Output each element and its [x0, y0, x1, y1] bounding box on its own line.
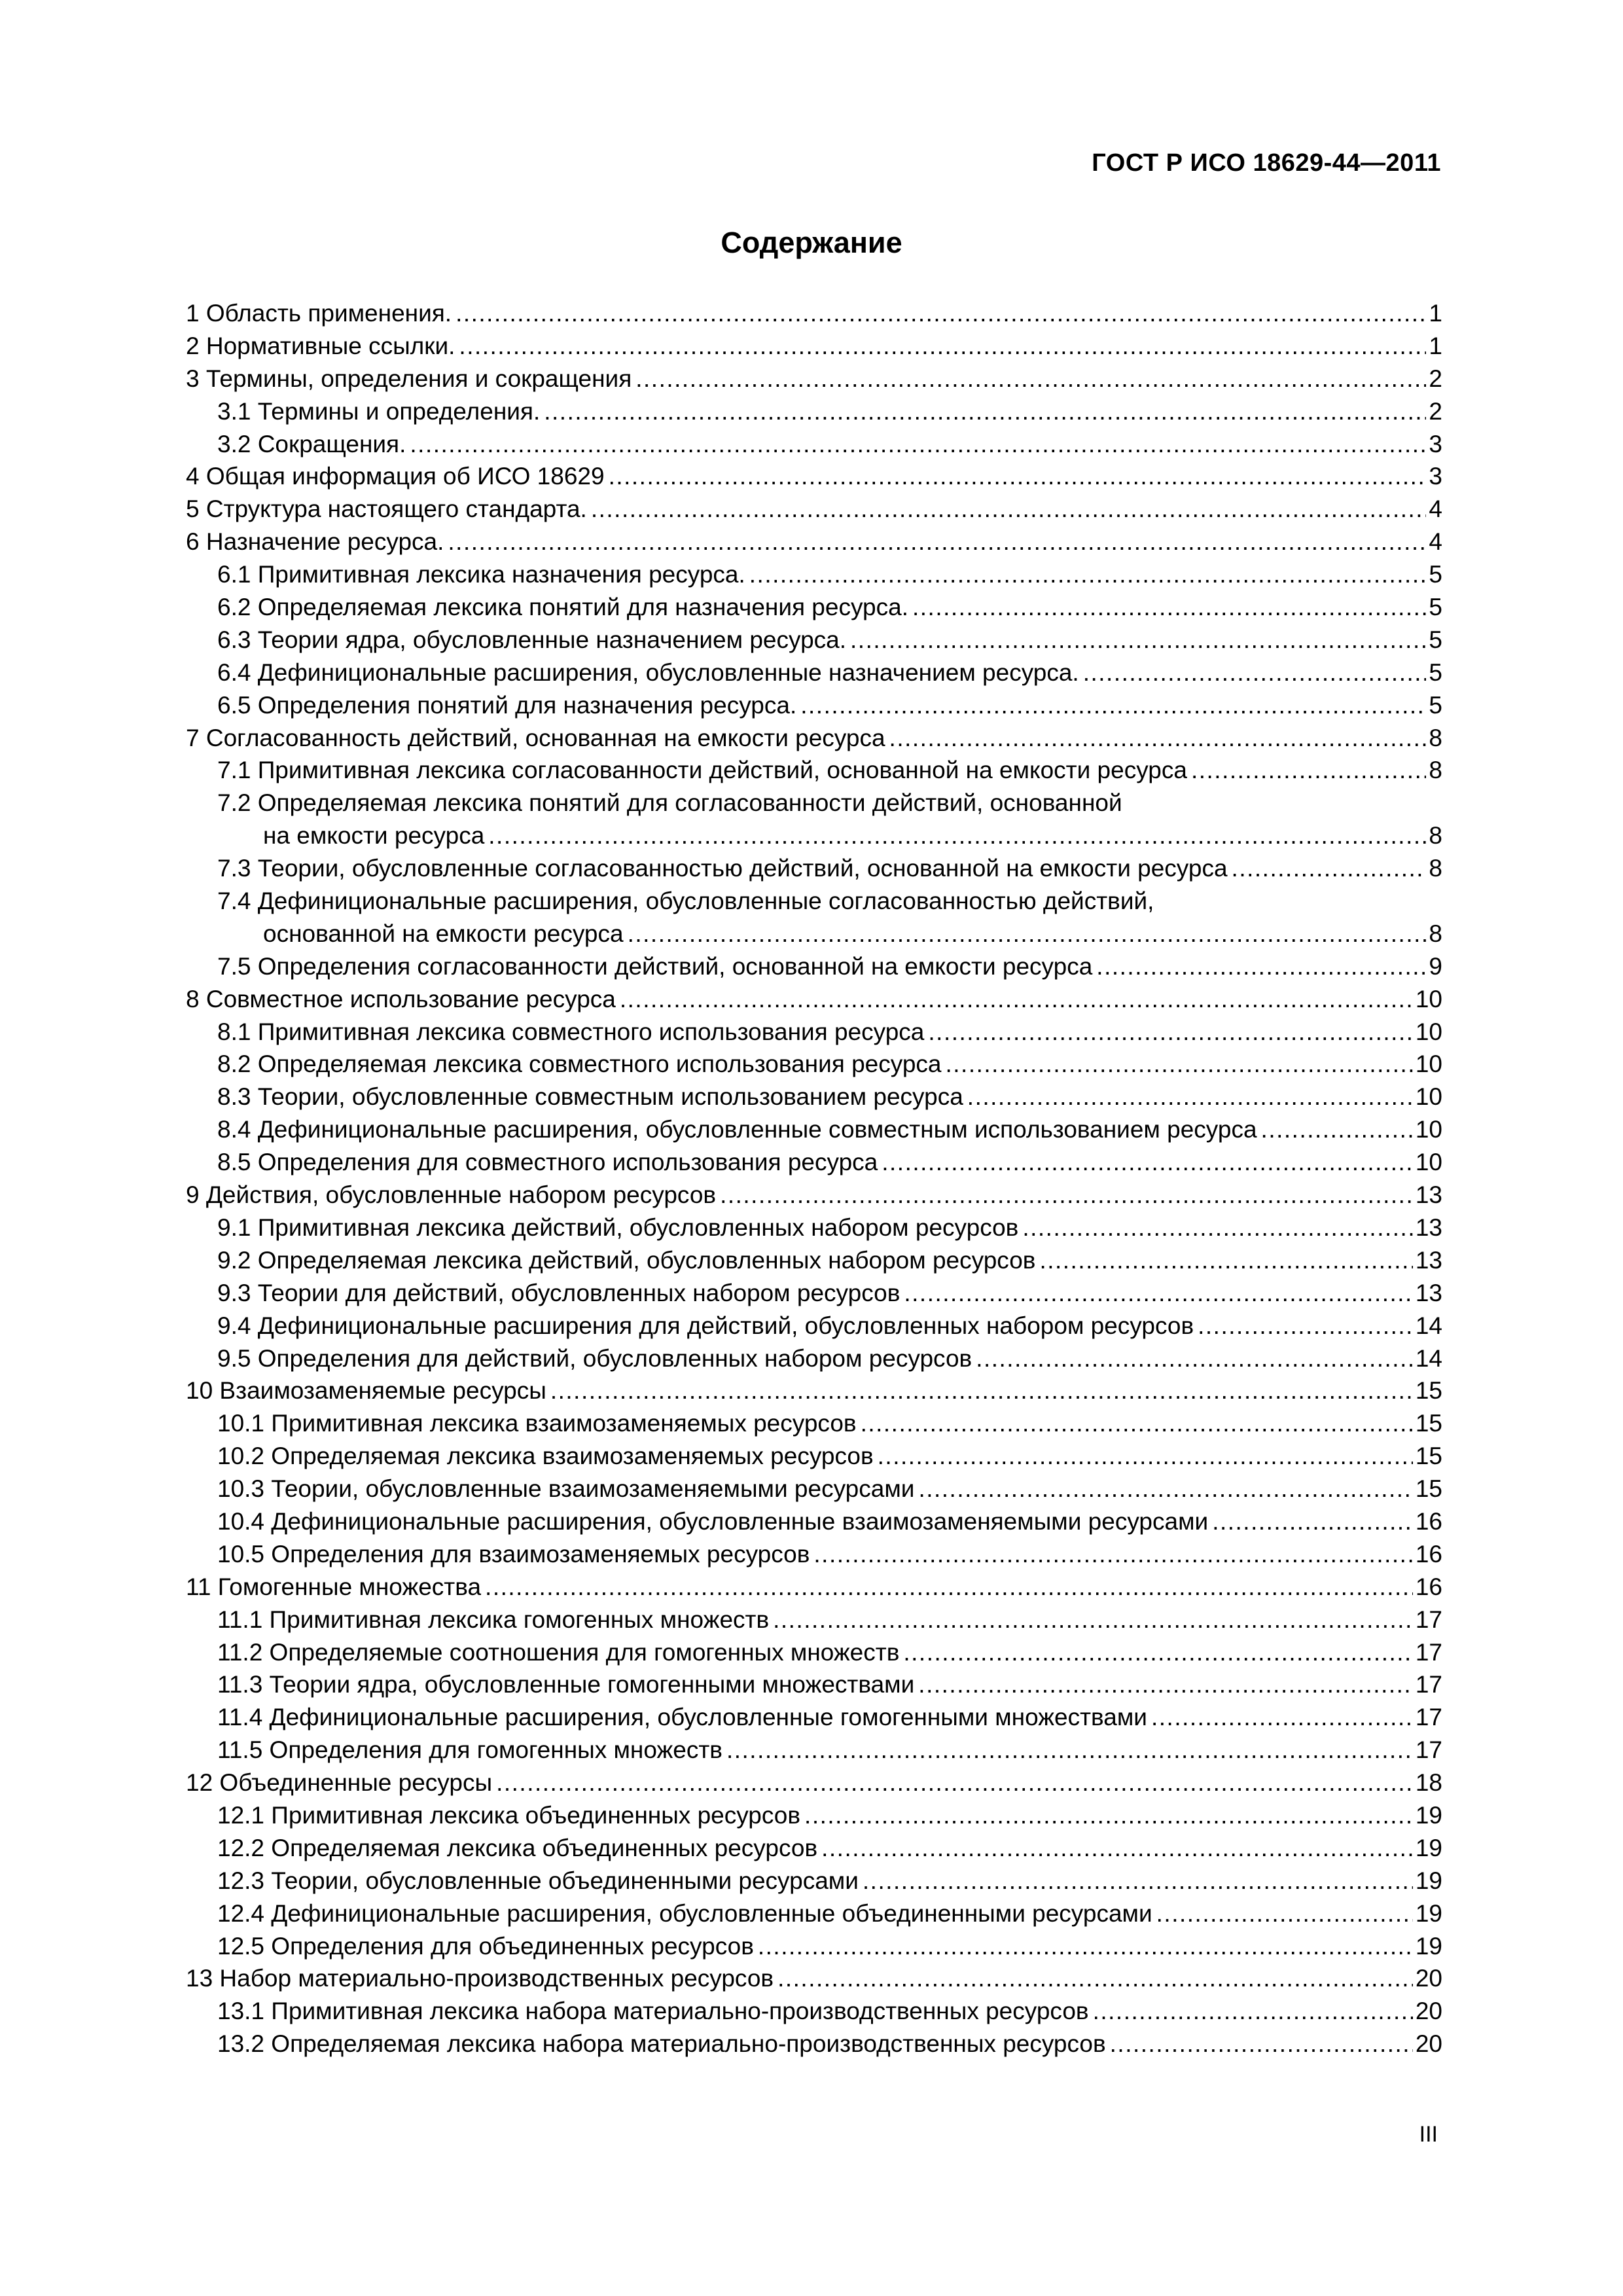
toc-entry-page: 20 — [1415, 1965, 1442, 1992]
toc-leader-dots — [448, 526, 1426, 558]
toc-entry-title: 13.2 Определяемая лексика набора материально-производственных ресурсов — [217, 2030, 1106, 2058]
toc-entry-page: 5 — [1429, 594, 1442, 621]
toc-entry-page: 5 — [1429, 658, 1442, 686]
toc-leader-dots — [609, 460, 1427, 493]
toc-entry-page: 1 — [1429, 300, 1442, 327]
toc-leader-dots — [878, 1440, 1413, 1473]
toc-entry[interactable] — [186, 1636, 1442, 1669]
toc-entry[interactable] — [186, 1310, 1442, 1342]
toc-leader-dots — [912, 591, 1426, 624]
toc-entry[interactable] — [186, 689, 1442, 722]
toc-leader-dots — [1022, 1211, 1413, 1244]
toc-entry[interactable] — [186, 819, 1442, 852]
toc-leader-dots — [777, 1962, 1413, 1995]
toc-entry[interactable] — [186, 722, 1442, 755]
toc-entry-title: 9.1 Примитивная лексика действий, обусловленных набором ресурсов — [217, 1213, 1019, 1241]
toc-entry[interactable] — [186, 2028, 1442, 2060]
toc-leader-dots — [455, 297, 1426, 330]
toc-leader-dots — [945, 1048, 1412, 1081]
toc-entry-title: 7.5 Определения согласованности действий, основанной на емкости ресурса — [217, 952, 1093, 980]
toc-leader-dots — [1093, 1995, 1413, 2028]
toc-entry[interactable] — [186, 460, 1442, 493]
toc-leader-dots — [1096, 950, 1426, 983]
toc-entry-title: 6 Назначение ресурса. — [186, 528, 444, 556]
toc-entry-title: 10.1 Примитивная лексика взаимозаменяемых ресурсов — [217, 1410, 857, 1437]
toc-entry[interactable] — [186, 1440, 1442, 1473]
toc-entry-page: 13 — [1415, 1181, 1442, 1209]
toc-entry[interactable] — [186, 1048, 1442, 1081]
toc-leader-dots — [1198, 1310, 1413, 1342]
toc-entry[interactable] — [186, 395, 1442, 428]
toc-entry-title: 12.4 Дефинициональные расширения, обусловленные объединенными ресурсами — [217, 1899, 1152, 1927]
table-of-contents — [186, 297, 1442, 2060]
toc-entry-title: 10.2 Определяемая лексика взаимозаменяемых ресурсов — [217, 1443, 874, 1470]
toc-entry[interactable] — [186, 1995, 1442, 2028]
toc-entry[interactable] — [186, 330, 1442, 363]
toc-leader-dots — [749, 558, 1427, 591]
toc-entry[interactable] — [186, 983, 1442, 1016]
toc-leader-dots — [813, 1538, 1412, 1571]
toc-entry[interactable] — [186, 1897, 1442, 1930]
toc-entry-title: 13.1 Примитивная лексика набора материально-производственных ресурсов — [217, 1998, 1089, 2025]
toc-leader-dots — [1191, 754, 1426, 787]
toc-leader-dots — [773, 1604, 1413, 1636]
toc-entry-title: 8.5 Определения для совместного использования ресурса — [217, 1149, 878, 1176]
toc-entry-page: 17 — [1415, 1671, 1442, 1698]
toc-entry-title: 9.3 Теории для действий, обусловленных набором ресурсов — [217, 1279, 901, 1306]
toc-entry-title: 7.1 Примитивная лексика согласованности действий, основанной на емкости ресурса — [217, 757, 1187, 784]
toc-entry-page: 19 — [1415, 1932, 1442, 1960]
toc-entry[interactable] — [186, 1604, 1442, 1636]
toc-entry-title: 10 Взаимозаменяемые ресурсы — [186, 1377, 546, 1405]
toc-leader-dots — [720, 1179, 1413, 1211]
toc-entry-page: 8 — [1429, 920, 1442, 947]
toc-leader-dots — [804, 1799, 1413, 1832]
toc-entry-page: 20 — [1415, 1998, 1442, 2025]
toc-entry-page: 4 — [1429, 495, 1442, 523]
toc-entry[interactable] — [186, 1179, 1442, 1211]
toc-entry-title: на емкости ресурса — [263, 822, 485, 850]
toc-entry-page: 14 — [1415, 1344, 1442, 1372]
toc-entry-title: 6.1 Примитивная лексика назначения ресурса. — [217, 561, 745, 588]
toc-entry-title: 2 Нормативные ссылки. — [186, 332, 455, 359]
toc-entry-title: 8.2 Определяемая лексика совместного использования ресурса — [217, 1050, 942, 1078]
toc-entry-page: 19 — [1415, 1899, 1442, 1927]
toc-leader-dots — [635, 363, 1426, 395]
toc-entry[interactable] — [186, 1407, 1442, 1440]
toc-entry-title: 12.5 Определения для объединенных ресурсов — [217, 1932, 754, 1960]
toc-leader-dots — [1261, 1113, 1413, 1146]
toc-leader-dots — [1151, 1701, 1413, 1734]
toc-leader-dots — [410, 428, 1426, 461]
toc-entry[interactable] — [186, 1146, 1442, 1179]
toc-entry-title: 9 Действия, обусловленные набором ресурсов — [186, 1181, 717, 1209]
toc-leader-dots — [1083, 656, 1427, 689]
toc-entry-page: 5 — [1429, 561, 1442, 588]
toc-leader-dots — [1039, 1244, 1412, 1277]
toc-leader-dots — [1212, 1505, 1413, 1538]
toc-entry-title: 5 Структура настоящего стандарта. — [186, 495, 587, 523]
toc-entry[interactable] — [186, 1244, 1442, 1277]
toc-entry-title: 6.4 Дефинициональные расширения, обусловленные назначением ресурса. — [217, 658, 1079, 686]
toc-leader-dots — [485, 1571, 1413, 1604]
toc-entry-page: 17 — [1415, 1736, 1442, 1764]
toc-entry-title: 11.1 Примитивная лексика гомогенных множеств — [217, 1605, 770, 1633]
toc-leader-dots — [544, 395, 1426, 428]
toc-entry-title: 9.5 Определения для действий, обусловленных набором ресурсов — [217, 1344, 972, 1372]
toc-entry-page: 16 — [1415, 1507, 1442, 1535]
toc-entry-title: 11 Гомогенные множества — [186, 1573, 482, 1600]
toc-entry-page: 19 — [1415, 1834, 1442, 1861]
toc-entry[interactable] — [186, 1734, 1442, 1767]
toc-entry[interactable] — [186, 1865, 1442, 1897]
toc-leader-dots — [861, 1407, 1413, 1440]
toc-entry-page: 8 — [1429, 855, 1442, 882]
toc-entry-title: 11.5 Определения для гомогенных множеств — [217, 1736, 722, 1764]
toc-leader-dots — [459, 330, 1426, 363]
toc-entry-title: 11.4 Дефинициональные расширения, обусловленные гомогенными множествами — [217, 1704, 1147, 1731]
toc-entry-title: 7.2 Определяемая лексика понятий для согласованности действий, основанной — [217, 789, 1122, 817]
toc-entry-title: 10.5 Определения для взаимозаменяемых ресурсов — [217, 1540, 810, 1568]
toc-entry-page: 10 — [1415, 1050, 1442, 1078]
toc-entry-title: 7 Согласованность действий, основанная на емкости ресурса — [186, 724, 885, 751]
toc-entry-page: 17 — [1415, 1605, 1442, 1633]
toc-entry-page: 8 — [1429, 822, 1442, 850]
toc-entry-page: 1 — [1429, 332, 1442, 359]
toc-entry-title: 11.2 Определяемые соотношения для гомогенных множеств — [217, 1638, 900, 1666]
page-number: III — [1419, 2122, 1438, 2147]
toc-entry[interactable] — [186, 1701, 1442, 1734]
toc-entry-title: 1 Область применения. — [186, 300, 452, 327]
toc-entry-page: 5 — [1429, 691, 1442, 719]
toc-entry-title: 9.2 Определяемая лексика действий, обусловленных набором ресурсов — [217, 1246, 1036, 1274]
toc-entry-title: 13 Набор материально-производственных ресурсов — [186, 1965, 774, 1992]
toc-entry-page: 15 — [1415, 1410, 1442, 1437]
toc-entry[interactable] — [186, 1767, 1442, 1799]
toc-entry[interactable] — [186, 918, 1442, 950]
toc-leader-dots — [758, 1930, 1413, 1963]
toc-entry-title: 6.2 Определяемая лексика понятий для назначения ресурса. — [217, 594, 908, 621]
toc-entry-page: 10 — [1415, 1083, 1442, 1111]
toc-entry-title: 8.3 Теории, обусловленные совместным использованием ресурса — [217, 1083, 963, 1111]
toc-entry-title: 3.1 Термины и определения. — [217, 397, 541, 425]
toc-leader-dots — [488, 819, 1426, 852]
toc-entry[interactable] — [186, 526, 1442, 558]
toc-entry-page: 18 — [1415, 1769, 1442, 1797]
toc-entry-title: 12 Объединенные ресурсы — [186, 1769, 493, 1797]
toc-entry[interactable] — [186, 297, 1442, 330]
toc-leader-dots — [1232, 852, 1427, 885]
toc-leader-dots — [550, 1374, 1413, 1407]
toc-entry[interactable] — [186, 1211, 1442, 1244]
toc-entry[interactable] — [186, 493, 1442, 526]
toc-entry-page: 8 — [1429, 724, 1442, 751]
toc-entry-title: 6.3 Теории ядра, обусловленные назначением ресурса. — [217, 626, 847, 653]
toc-entry-page: 9 — [1429, 952, 1442, 980]
toc-leader-dots — [967, 1081, 1413, 1113]
toc-entry[interactable] — [186, 1799, 1442, 1832]
page-title: Содержание — [721, 226, 902, 259]
toc-entry[interactable] — [186, 885, 1442, 918]
toc-entry[interactable] — [186, 1016, 1442, 1049]
toc-entry-page: 10 — [1415, 1018, 1442, 1045]
toc-entry-page: 14 — [1415, 1312, 1442, 1339]
toc-entry[interactable] — [186, 558, 1442, 591]
toc-entry-page: 15 — [1415, 1377, 1442, 1405]
toc-entry[interactable] — [186, 656, 1442, 689]
toc-entry-title: 7.4 Дефинициональные расширения, обусловленные согласованностью действий, — [217, 888, 1154, 915]
toc-entry-page: 16 — [1415, 1540, 1442, 1568]
toc-entry-title: 8 Совместное использование ресурса — [186, 985, 616, 1013]
toc-leader-dots — [904, 1277, 1412, 1310]
toc-entry-title: 9.4 Дефинициональные расширения для действий, обусловленных набором ресурсов — [217, 1312, 1194, 1339]
toc-entry[interactable] — [186, 950, 1442, 983]
toc-leader-dots — [1110, 2028, 1413, 2060]
toc-entry[interactable] — [186, 1668, 1442, 1701]
toc-entry-title: 10.4 Дефинициональные расширения, обусловленные взаимозаменяемыми ресурсами — [217, 1507, 1209, 1535]
toc-leader-dots — [620, 983, 1413, 1016]
toc-leader-dots — [821, 1832, 1413, 1865]
toc-leader-dots — [976, 1342, 1413, 1375]
toc-entry-page: 10 — [1415, 1116, 1442, 1143]
toc-entry-page: 15 — [1415, 1475, 1442, 1503]
toc-entry-page: 2 — [1429, 397, 1442, 425]
toc-entry-title: основанной на емкости ресурса — [263, 920, 624, 947]
toc-entry[interactable] — [186, 1473, 1442, 1505]
toc-entry[interactable] — [186, 363, 1442, 395]
toc-entry-page: 5 — [1429, 626, 1442, 653]
toc-entry[interactable] — [186, 624, 1442, 656]
toc-leader-dots — [1156, 1897, 1413, 1930]
toc-entry-title: 7.3 Теории, обусловленные согласованностью действий, основанной на емкости ресурса — [217, 855, 1228, 882]
toc-leader-dots — [628, 918, 1427, 950]
toc-entry-page: 19 — [1415, 1801, 1442, 1829]
toc-entry-page: 3 — [1429, 430, 1442, 457]
toc-entry-title: 8.4 Дефинициональные расширения, обусловленные совместным использованием ресурса — [217, 1116, 1257, 1143]
toc-leader-dots — [903, 1636, 1412, 1669]
toc-entry-page: 13 — [1415, 1279, 1442, 1306]
toc-entry-page: 4 — [1429, 528, 1442, 556]
toc-entry[interactable] — [186, 428, 1442, 461]
toc-entry[interactable] — [186, 1962, 1442, 1995]
toc-leader-dots — [496, 1767, 1413, 1799]
toc-entry[interactable] — [186, 1342, 1442, 1375]
document-code-header: ГОСТ Р ИСО 18629-44—2011 — [1092, 149, 1441, 177]
toc-leader-dots — [863, 1865, 1413, 1897]
toc-entry[interactable] — [186, 1832, 1442, 1865]
toc-leader-dots — [889, 722, 1427, 755]
toc-entry[interactable] — [186, 1571, 1442, 1604]
toc-leader-dots — [591, 493, 1427, 526]
toc-entry[interactable] — [186, 1277, 1442, 1310]
toc-entry-page: 20 — [1415, 2030, 1442, 2058]
toc-entry-page: 10 — [1415, 985, 1442, 1013]
toc-leader-dots — [918, 1473, 1412, 1505]
toc-entry[interactable] — [186, 1081, 1442, 1113]
toc-entry[interactable] — [186, 591, 1442, 624]
toc-leader-dots — [928, 1016, 1412, 1049]
toc-entry-page: 13 — [1415, 1213, 1442, 1241]
toc-entry-title: 11.3 Теории ядра, обусловленные гомогенными множествами — [217, 1671, 915, 1698]
toc-entry-page: 10 — [1415, 1149, 1442, 1176]
toc-entry-page: 15 — [1415, 1443, 1442, 1470]
toc-leader-dots — [800, 689, 1426, 722]
toc-entry[interactable] — [186, 1113, 1442, 1146]
toc-entry-page: 19 — [1415, 1867, 1442, 1894]
toc-entry[interactable] — [186, 754, 1442, 787]
toc-entry-page: 13 — [1415, 1246, 1442, 1274]
toc-entry-title: 12.3 Теории, обусловленные объединенными ресурсами — [217, 1867, 859, 1894]
toc-entry-title: 3 Термины, определения и сокращения — [186, 365, 632, 392]
toc-entry-page: 2 — [1429, 365, 1442, 392]
toc-leader-dots — [918, 1668, 1413, 1701]
toc-entry[interactable] — [186, 852, 1442, 885]
toc-entry-title: 8.1 Примитивная лексика совместного использования ресурса — [217, 1018, 925, 1045]
toc-entry-page: 17 — [1415, 1704, 1442, 1731]
toc-entry-title: 6.5 Определения понятий для назначения ресурса. — [217, 691, 797, 719]
toc-entry-page: 17 — [1415, 1638, 1442, 1666]
toc-entry-title: 12.2 Определяемая лексика объединенных ресурсов — [217, 1834, 818, 1861]
toc-entry-page: 16 — [1415, 1573, 1442, 1600]
toc-entry-title: 12.1 Примитивная лексика объединенных ресурсов — [217, 1801, 801, 1829]
toc-entry[interactable] — [186, 1374, 1442, 1407]
toc-entry[interactable] — [186, 1930, 1442, 1963]
toc-leader-dots — [850, 624, 1426, 656]
toc-entry[interactable] — [186, 1505, 1442, 1538]
toc-entry-page: 8 — [1429, 757, 1442, 784]
toc-entry-page: 3 — [1429, 463, 1442, 490]
toc-leader-dots — [726, 1734, 1413, 1767]
toc-entry-title: 3.2 Сокращения. — [217, 430, 406, 457]
toc-leader-dots — [882, 1146, 1413, 1179]
toc-entry[interactable] — [186, 1538, 1442, 1571]
toc-entry-title: 4 Общая информация об ИСО 18629 — [186, 463, 605, 490]
toc-entry[interactable] — [186, 787, 1442, 819]
toc-entry-title: 10.3 Теории, обусловленные взаимозаменяемыми ресурсами — [217, 1475, 915, 1503]
